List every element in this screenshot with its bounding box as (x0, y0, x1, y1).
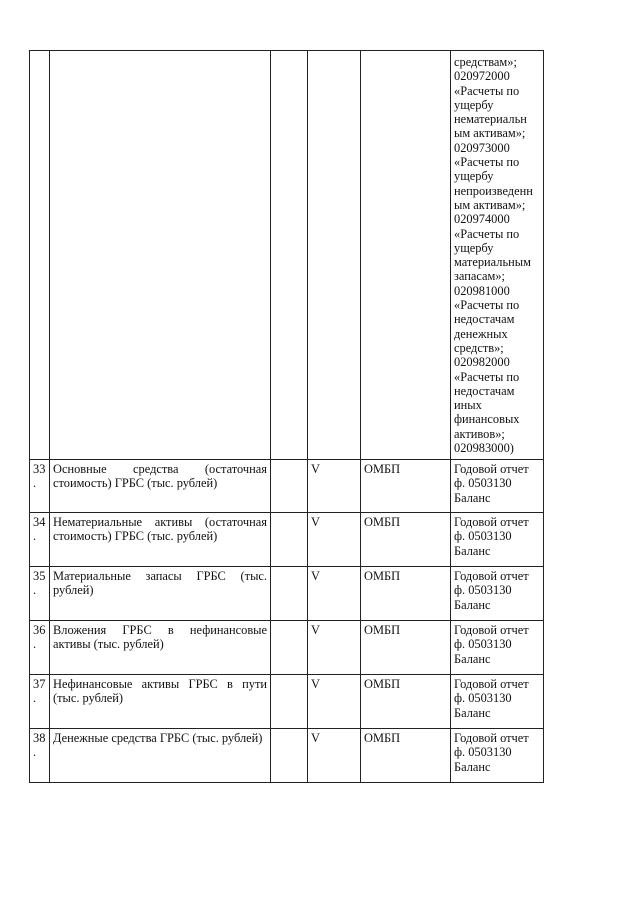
source-cell: ОМБП (361, 621, 451, 675)
document-line: ущербу (454, 240, 494, 255)
document-line: ущербу (454, 169, 494, 184)
source-cell: ОМБП (361, 460, 451, 513)
table-row (30, 621, 544, 675)
row-number-cell: 38. (30, 729, 50, 783)
document-cell (451, 51, 544, 460)
document-line: ым активам»; (454, 126, 526, 141)
document-line: Годовой отчет (454, 515, 529, 529)
document-line: Баланс (454, 651, 491, 666)
mark-cell (308, 51, 361, 460)
document-line: иных (454, 398, 482, 413)
document-line: недостачам (454, 312, 515, 327)
document-line: ым активам»; (454, 197, 526, 212)
document-line: 020974000 (454, 212, 510, 227)
document-line: ф. 0503130 (454, 529, 512, 544)
document-line: ф. 0503130 (454, 583, 512, 598)
document-line: активов»; (454, 426, 505, 441)
indicator-name-cell: Вложения ГРБС в нефинансовые активы (тыс. рублей) (50, 621, 271, 675)
source-cell: ОМБП (361, 513, 451, 567)
table-row (30, 567, 544, 621)
document-cell (451, 513, 544, 567)
source-cell: ОМБП (361, 567, 451, 621)
document-line: непроизведенн (454, 183, 533, 198)
document-line: нематериальн (454, 112, 527, 127)
document-line: финансовых (454, 412, 520, 427)
mark-cell: V (308, 460, 361, 513)
document-line: Баланс (454, 490, 491, 505)
table-row (30, 729, 544, 783)
document-line: Годовой отчет (454, 569, 529, 583)
row-number-cell: 33. (30, 460, 50, 513)
indicators-table (29, 50, 544, 783)
empty-cell (271, 567, 308, 621)
empty-cell (271, 729, 308, 783)
document-cell (451, 460, 544, 513)
row-number-cell (30, 51, 50, 460)
table-row-continuation (30, 51, 544, 460)
empty-cell (271, 675, 308, 729)
document-line: 020982000 (454, 355, 510, 370)
source-cell: ОМБП (361, 729, 451, 783)
table-row (30, 513, 544, 567)
empty-cell (271, 460, 308, 513)
document-cell (451, 621, 544, 675)
mark-cell: V (308, 729, 361, 783)
document-line: «Расчеты по (454, 83, 520, 98)
document-line: Годовой отчет (454, 462, 529, 476)
row-number-cell: 34. (30, 513, 50, 567)
document-line: средств»; (454, 340, 504, 355)
empty-cell (271, 51, 308, 460)
indicator-name-cell: Нематериальные активы (остаточная стоимость) ГРБС (тыс. рублей) (50, 513, 271, 567)
indicator-name-cell: Основные средства (остаточная стоимость) ГРБС (тыс. рублей) (50, 460, 271, 513)
document-line: «Расчеты по (454, 369, 520, 384)
document-line: ф. 0503130 (454, 691, 512, 706)
document-line: средствам»; (454, 55, 517, 69)
document-line: денежных (454, 326, 508, 341)
indicator-name-cell: Нефинансовые активы ГРБС в пути (тыс. рублей) (50, 675, 271, 729)
document-line: 020981000 (454, 283, 510, 298)
document-cell (451, 567, 544, 621)
empty-cell (271, 621, 308, 675)
document-line: Годовой отчет (454, 677, 529, 691)
document-line: Баланс (454, 705, 491, 720)
document-line: «Расчеты по (454, 155, 520, 170)
row-number-cell: 35. (30, 567, 50, 621)
mark-cell: V (308, 675, 361, 729)
indicator-name-cell (50, 51, 271, 460)
document-cell (451, 675, 544, 729)
document-line: Годовой отчет (454, 731, 529, 745)
document-line: Баланс (454, 597, 491, 612)
document-line: материальным (454, 255, 531, 270)
source-cell (361, 51, 451, 460)
document-line: Годовой отчет (454, 623, 529, 637)
document-line: «Расчеты по (454, 298, 520, 313)
table-row (30, 460, 544, 513)
document-line: «Расчеты по (454, 226, 520, 241)
row-number-cell: 37. (30, 675, 50, 729)
document-line: 020972000 (454, 69, 510, 84)
empty-cell (271, 513, 308, 567)
document-line: ф. 0503130 (454, 637, 512, 652)
document-line: Баланс (454, 543, 491, 558)
indicator-name-cell: Материальные запасы ГРБС (тыс. рублей) (50, 567, 271, 621)
document-line: ущербу (454, 97, 494, 112)
mark-cell: V (308, 567, 361, 621)
mark-cell: V (308, 513, 361, 567)
indicator-name-cell: Денежные средства ГРБС (тыс. рублей) (50, 729, 271, 783)
document-line: 020983000) (454, 441, 514, 456)
document-line: Баланс (454, 759, 491, 774)
document-line: 020973000 (454, 140, 510, 155)
mark-cell: V (308, 621, 361, 675)
row-number-cell: 36. (30, 621, 50, 675)
document-line: ф. 0503130 (454, 476, 512, 491)
document-line: ф. 0503130 (454, 745, 512, 760)
document-line: недостачам (454, 383, 515, 398)
document-cell (451, 729, 544, 783)
document-line: запасам»; (454, 269, 505, 284)
table-row (30, 675, 544, 729)
source-cell: ОМБП (361, 675, 451, 729)
